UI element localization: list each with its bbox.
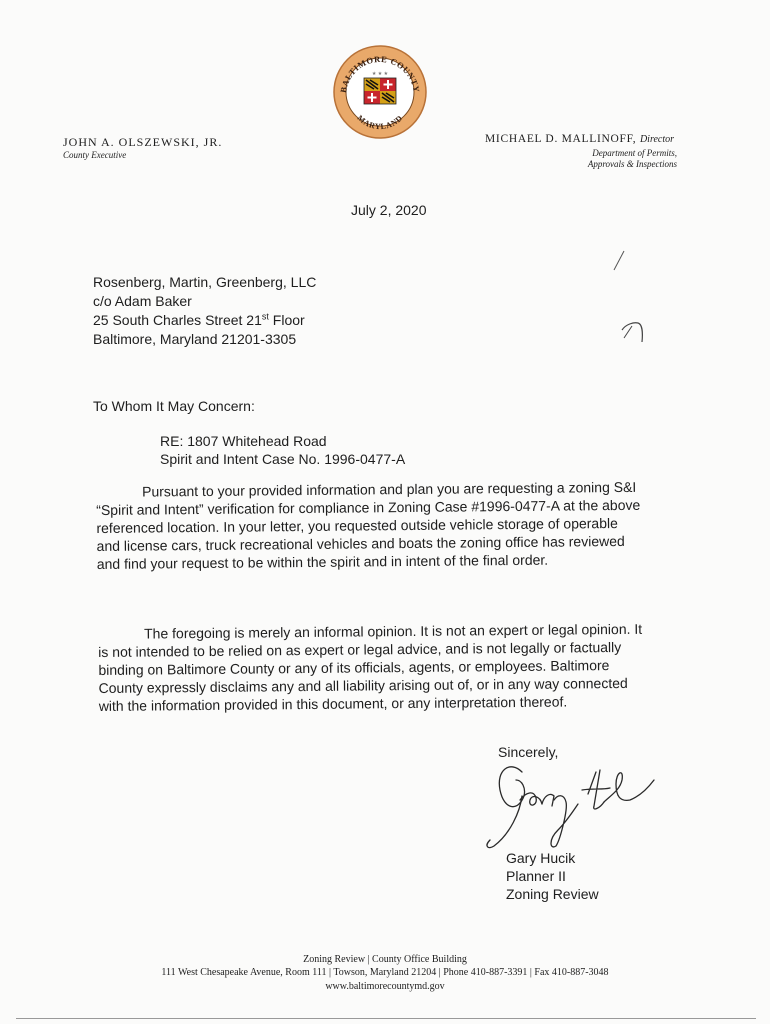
handwritten-signature: [470, 750, 670, 850]
pen-mark: [618, 318, 648, 344]
director-name: MICHAEL D. MALLINOFF,: [485, 133, 637, 145]
reference-case: Spirit and Intent Case No. 1996-0477-A: [160, 451, 406, 467]
salutation: To Whom It May Concern:: [93, 398, 255, 414]
paragraph-line: with the information provided in this document, or any interpretation thereof.: [98, 693, 568, 714]
paragraph-line: County expressly disclaims any and all liability arising out of, or in any way connected: [98, 674, 628, 696]
reference-block: [160, 432, 405, 468]
pen-mark: [612, 250, 626, 272]
footer-website[interactable]: www.baltimorecountymd.gov: [325, 981, 445, 992]
closing: Sincerely,: [498, 744, 559, 760]
paragraph-line: binding on Baltimore County or any of its officials, agents, or employees. Baltimore: [98, 657, 610, 678]
footer-office: Zoning Review | County Office Building: [303, 954, 467, 965]
paragraph-line: is not intended to be relied on as expert or legal advice, and is not legally or factually: [98, 638, 622, 660]
disclaimer-paragraph: [98, 619, 687, 715]
reference-address: RE: 1807 Whitehead Road: [160, 433, 327, 449]
footer-address: 111 West Chesapeake Avenue, Room 111 | Towson, Maryland 21204 | Phone 410-887-3391 | Fax 410-887-3048: [161, 967, 609, 978]
paragraph-line: and license cars, truck recreational vehicles and boats the zoning office has reviewed: [96, 532, 625, 554]
paragraph-line: Pursuant to your provided information and plan you are requesting a zoning S&I: [142, 478, 637, 500]
department-name-cont: Approvals & Inspections: [587, 159, 677, 169]
scan-edge-line: [16, 1018, 756, 1019]
body-paragraph-1: [96, 477, 703, 573]
department-name: Department of Permits,: [592, 148, 677, 158]
recipient-street: 25 South Charles Street 21st Floor: [93, 311, 305, 328]
svg-text:★ ★ ★: ★ ★ ★: [371, 71, 389, 77]
seal-bottom-text: MARYLAND: [355, 113, 405, 132]
signer-block: [506, 849, 599, 903]
recipient-attention: c/o Adam Baker: [93, 293, 192, 309]
county-executive-name: JOHN A. OLSZEWSKI, JR.: [63, 135, 223, 149]
county-seal-logo: [332, 44, 428, 140]
recipient-address: [93, 273, 316, 349]
paragraph-line: and find your request to be within the spirit and in intent of the final order.: [96, 551, 549, 572]
seal-top-text: BALTIMORE COUNTY: [338, 53, 422, 94]
county-executive-title: County Executive: [63, 150, 127, 160]
paragraph-line: “Spirit and Intent” verification for compliance in Zoning Case #1996-0477-A at the above: [96, 496, 641, 518]
director-line: [485, 133, 674, 145]
paragraph-line: referenced location. In your letter, you requested outside vehicle storage of operable: [96, 514, 618, 536]
signer-name: Gary Hucik: [506, 850, 576, 866]
recipient-firm: Rosenberg, Martin, Greenberg, LLC: [93, 274, 317, 290]
paragraph-line: The foregoing is merely an informal opinion. It is not an expert or legal opinion. It: [144, 620, 643, 642]
letter-date: July 2, 2020: [351, 202, 427, 218]
signer-title: Planner II: [506, 868, 566, 884]
signer-unit: Zoning Review: [506, 886, 599, 902]
director-title: Director: [639, 134, 675, 145]
recipient-city: Baltimore, Maryland 21201-3305: [93, 331, 297, 347]
